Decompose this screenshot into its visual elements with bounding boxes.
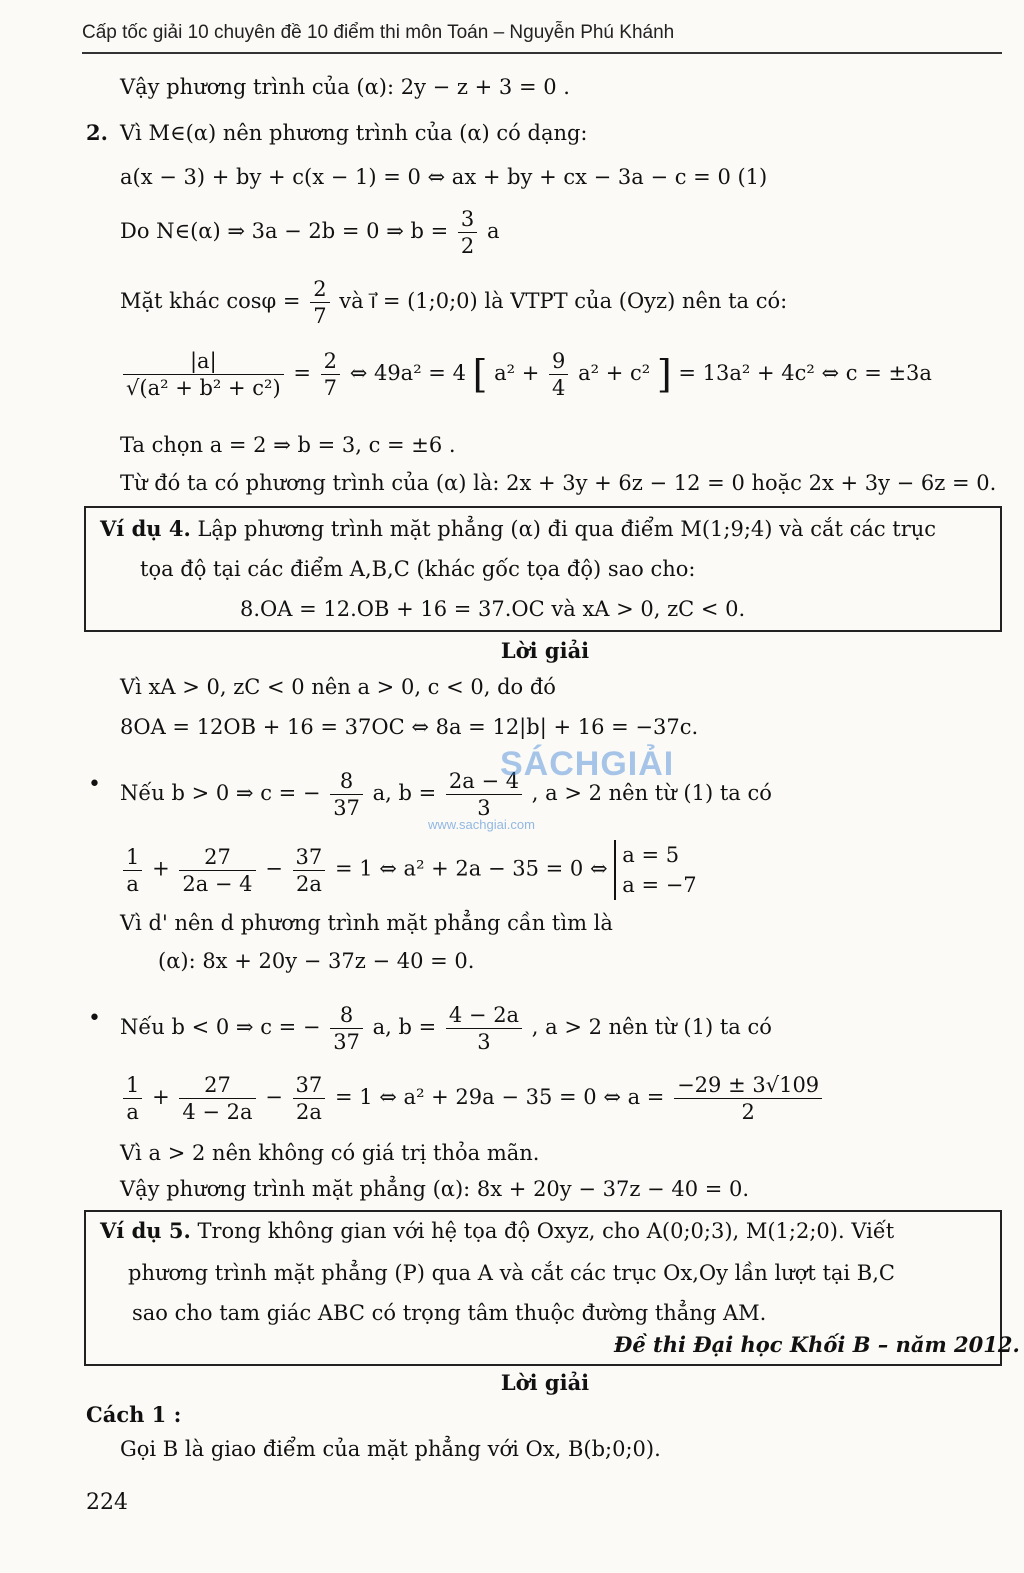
text-line: Từ đó ta có phương trình của (α) là: 2x + 3y + 6z − 12 = 0 hoặc 2x + 3y − 6z = 0.: [120, 471, 997, 495]
fraction: [179, 844, 255, 897]
eq-text: −: [265, 856, 283, 881]
example-text: sao cho tam giác ABC có trọng tâm thuộc đường thẳng AM.: [132, 1301, 767, 1325]
equation-line: [120, 1002, 772, 1055]
bullet-icon: •: [88, 772, 101, 797]
numerator: 2: [321, 348, 340, 375]
root: a = −7: [622, 873, 697, 897]
fraction: [549, 348, 568, 401]
fraction: [293, 844, 326, 897]
eq-text: a, b =: [372, 1015, 437, 1039]
example-text: 8.OA = 12.OB + 16 = 37.OC và xA > 0, zC < 0.: [240, 597, 746, 621]
eq-text: = 1 ⇔ a² + 29a − 35 = 0 ⇔ a =: [334, 1085, 665, 1109]
running-header: Cấp tốc giải 10 chuyên đề 10 điểm thi môn Toán – Nguyễn Phú Khánh: [82, 22, 675, 43]
denominator: a: [126, 1100, 139, 1124]
example-4-text: [100, 514, 936, 544]
fraction: [123, 1072, 142, 1125]
numerator: 8: [330, 768, 363, 795]
solution-heading: Lời giải: [500, 638, 590, 663]
numerator: 2a − 4: [446, 768, 522, 795]
numerator: 3: [458, 206, 477, 233]
left-bracket: [: [472, 352, 488, 397]
eq-text: , a > 2 nên từ (1) ta có: [531, 1015, 772, 1039]
denominator: 2: [460, 234, 475, 258]
denominator: 37: [333, 796, 360, 820]
numerator: 27: [179, 1072, 255, 1099]
denominator: 4: [552, 376, 566, 400]
numerator: 2: [310, 276, 329, 303]
root: a = 5: [622, 843, 680, 867]
example-label: Ví dụ 5.: [100, 1218, 191, 1243]
fraction: [321, 348, 340, 401]
denominator: 2a: [295, 1100, 322, 1124]
eq-text: Nếu b < 0 ⇒ c = −: [120, 1015, 321, 1039]
fraction: [179, 1072, 255, 1125]
eq-text: = 13a² + 4c² ⇔ c = ±3a: [678, 361, 932, 385]
eq-text: a² + c²: [578, 361, 651, 385]
example-5-text: [100, 1216, 894, 1246]
fraction: [446, 1002, 522, 1055]
watermark-logo: SÁCHGIẢI: [500, 745, 675, 783]
eq-text: , a > 2 nên từ (1) ta có: [531, 781, 772, 805]
text-line: Vậy phương trình mặt phẳng (α): 8x + 20y − 37z − 40 = 0.: [120, 1177, 750, 1201]
header-rule: [82, 52, 1002, 54]
fraction: [123, 844, 142, 897]
example-label: Ví dụ 4.: [100, 516, 191, 541]
text-line: Gọi B là giao điểm của mặt phẳng với Ox, B(b;0;0).: [120, 1437, 661, 1461]
eq-text: a: [486, 219, 500, 243]
numerator: 27: [179, 844, 255, 871]
fraction: [674, 1072, 822, 1125]
denominator: 2a: [295, 871, 322, 896]
denominator: 7: [313, 304, 327, 328]
fraction: [293, 1072, 326, 1125]
text-line: Vì xA > 0, zC < 0 nên a > 0, c < 0, do đó: [120, 675, 556, 699]
bullet-icon: •: [88, 1006, 101, 1031]
denominator: √(a² + b² + c²): [126, 376, 281, 400]
denominator: 3: [477, 1030, 491, 1054]
eq-text: a² +: [494, 361, 540, 385]
denominator: 37: [333, 1030, 360, 1054]
eq-text: −: [265, 1085, 283, 1109]
text-line: Vì a > 2 nên không có giá trị thỏa mãn.: [120, 1141, 540, 1165]
eq-text: +: [152, 1085, 170, 1109]
solution-heading: Lời giải: [500, 1370, 590, 1395]
numerator: 37: [293, 844, 326, 871]
equation-line: [120, 348, 932, 401]
fraction: [123, 348, 284, 401]
equation-line: [120, 276, 787, 329]
eq-text: và i⃗ = (1;0;0) là VTPT của (Oyz) nên ta có:: [339, 289, 788, 313]
denominator: 4 − 2a: [182, 1100, 253, 1124]
example-text: phương trình mặt phẳng (P) qua A và cắt các trục Ox,Oy lần lượt tại B,C: [128, 1261, 895, 1285]
denominator: 2a − 4: [182, 871, 253, 896]
equation-line: a(x − 3) + by + c(x − 1) = 0 ⇔ ax + by + cx − 3a − c = 0 (1): [120, 165, 768, 189]
equation-line: [120, 206, 499, 259]
example-text: Trong không gian với hệ tọa độ Oxyz, cho A(0;0;3), M(1;2;0). Viết: [197, 1219, 895, 1243]
eq-text: +: [152, 856, 170, 881]
text-line: Vì M∈(α) nên phương trình của (α) có dạng:: [120, 121, 588, 145]
numerator: |a|: [123, 348, 284, 375]
fraction: [310, 276, 329, 329]
denominator: a: [126, 871, 139, 896]
numerator: −29 ± 3√109: [674, 1072, 822, 1099]
text-line: Vì d' nên d phương trình mặt phẳng cần tìm là: [120, 911, 613, 935]
numerator: 4 − 2a: [446, 1002, 522, 1029]
equation-line: [120, 840, 697, 900]
fraction: [330, 768, 363, 821]
equation-line: (α): 8x + 20y − 37z − 40 = 0.: [158, 949, 475, 973]
numerator: 8: [330, 1002, 363, 1029]
eq-text: ⇔ 49a² = 4: [349, 361, 466, 385]
denominator: 2: [741, 1100, 755, 1124]
denominator: 3: [477, 796, 491, 820]
eq-text: = 1 ⇔ a² + 2a − 35 = 0 ⇔: [334, 856, 608, 881]
example-text: Lập phương trình mặt phẳng (α) đi qua điểm M(1;9;4) và cắt các trục: [197, 517, 937, 541]
exam-source: Đề thi Đại học Khối B – năm 2012.: [614, 1332, 1020, 1357]
eq-text: Nếu b > 0 ⇒ c = −: [120, 781, 321, 805]
text-line: Ta chọn a = 2 ⇒ b = 3, c = ±6 .: [120, 433, 456, 457]
eq-text: Do N∈(α) ⇒ 3a − 2b = 0 ⇒ b =: [120, 219, 449, 243]
denominator: 7: [323, 376, 337, 400]
fraction: [458, 206, 477, 259]
equation-line: 8OA = 12OB + 16 = 37OC ⇔ 8a = 12|b| + 16 = −37c.: [120, 715, 699, 739]
page-number: 224: [86, 1490, 128, 1515]
item-number: 2.: [86, 120, 108, 145]
method-heading: Cách 1 :: [86, 1402, 182, 1427]
eq-text: a, b =: [372, 781, 437, 805]
solution-system: [614, 840, 696, 900]
numerator: 1: [123, 844, 142, 871]
eq-text: Mặt khác cosφ =: [120, 289, 301, 313]
eq-text: =: [293, 361, 311, 385]
example-text: tọa độ tại các điểm A,B,C (khác gốc tọa độ) sao cho:: [140, 557, 696, 581]
watermark-url: www.sachgiai.com: [428, 817, 535, 832]
numerator: 37: [293, 1072, 326, 1099]
equation-line: [120, 1072, 825, 1125]
right-bracket: ]: [656, 352, 672, 397]
numerator: 9: [549, 348, 568, 375]
fraction: [330, 1002, 363, 1055]
numerator: 1: [123, 1072, 142, 1099]
conclusion-line: Vậy phương trình của (α): 2y − z + 3 = 0 .: [120, 75, 570, 99]
